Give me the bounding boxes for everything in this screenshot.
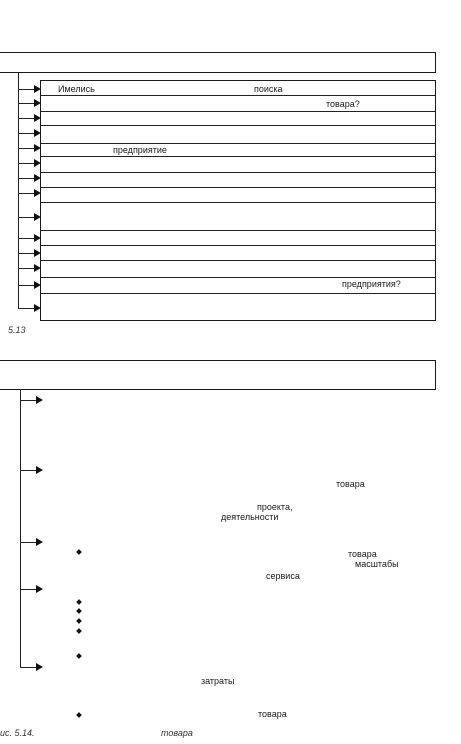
fig1-arrow-stub	[18, 148, 34, 149]
arrow-right-icon	[34, 213, 41, 221]
fig1-vertical-connector	[18, 73, 19, 309]
fig2-text: товара	[258, 709, 287, 719]
fig1-row-text: поиска	[254, 84, 283, 94]
fig2-text: масштабы	[355, 559, 399, 569]
arrow-right-icon	[34, 174, 41, 182]
fig2-caption-word: товара	[161, 728, 193, 738]
bullet-icon	[76, 549, 82, 555]
fig2-arrow-stub	[20, 542, 36, 543]
fig1-arrow-stub	[18, 238, 34, 239]
fig2-arrow-stub	[20, 589, 36, 590]
bullet-icon	[76, 653, 82, 659]
fig2-arrow-stub	[20, 470, 36, 471]
arrow-right-icon	[36, 396, 43, 404]
fig2-arrow-stub	[20, 667, 36, 668]
arrow-right-icon	[34, 129, 41, 137]
fig2-text: проекта,	[257, 502, 293, 512]
bullet-icon	[76, 608, 82, 614]
arrow-right-icon	[36, 538, 43, 546]
fig1-arrow-stub	[18, 89, 34, 90]
fig2-text: товара	[336, 479, 365, 489]
arrow-right-icon	[34, 85, 41, 93]
arrow-right-icon	[36, 466, 43, 474]
fig1-row-line	[41, 187, 435, 188]
fig1-arrow-stub	[18, 103, 34, 104]
arrow-right-icon	[34, 189, 41, 197]
fig1-row-line	[41, 95, 435, 96]
fig1-arrow-stub	[18, 253, 34, 254]
fig2-text: сервиса	[266, 571, 300, 581]
fig1-arrow-stub	[18, 285, 34, 286]
arrow-right-icon	[36, 585, 43, 593]
fig1-row-text: товара?	[326, 99, 360, 109]
fig2-arrow-stub	[20, 400, 36, 401]
fig1-row-text: Имелись	[58, 84, 95, 94]
fig1-arrow-stub	[18, 118, 34, 119]
fig2-text: товара	[348, 549, 377, 559]
fig1-row-line	[41, 156, 435, 157]
fig1-row-text: предприятие	[113, 145, 167, 155]
arrow-right-icon	[36, 663, 43, 671]
fig2-vertical-connector	[20, 390, 21, 667]
fig1-header-box	[0, 52, 436, 73]
fig1-arrow-stub	[18, 308, 34, 309]
arrow-right-icon	[34, 249, 41, 257]
fig1-row-line	[41, 293, 435, 294]
fig1-arrow-stub	[18, 193, 34, 194]
arrow-right-icon	[34, 159, 41, 167]
fig1-arrow-stub	[18, 178, 34, 179]
fig1-arrow-stub	[18, 163, 34, 164]
arrow-right-icon	[34, 144, 41, 152]
fig2-header-box	[0, 360, 436, 390]
fig1-arrow-stub	[18, 268, 34, 269]
fig1-row-line	[41, 111, 435, 112]
arrow-right-icon	[34, 114, 41, 122]
fig1-row-line	[41, 125, 435, 126]
fig1-row-text: предприятия?	[342, 279, 401, 289]
bullet-icon	[76, 628, 82, 634]
arrow-right-icon	[34, 234, 41, 242]
fig2-text: затраты	[201, 676, 235, 686]
bullet-icon	[76, 712, 82, 718]
fig1-row-line	[41, 202, 435, 203]
arrow-right-icon	[34, 264, 41, 272]
fig1-row-line	[41, 277, 435, 278]
arrow-right-icon	[34, 304, 41, 312]
fig1-row-line	[41, 143, 435, 144]
fig2-caption-number: ис. 5.14.	[0, 728, 35, 738]
fig1-row-line	[41, 245, 435, 246]
fig1-row-line	[41, 260, 435, 261]
arrow-right-icon	[34, 99, 41, 107]
fig1-arrow-stub	[18, 217, 34, 218]
fig1-arrow-stub	[18, 133, 34, 134]
arrow-right-icon	[34, 281, 41, 289]
fig1-caption: 5.13	[8, 325, 26, 335]
bullet-icon	[76, 599, 82, 605]
fig2-text: деятельности	[221, 512, 279, 522]
fig1-row-line	[41, 172, 435, 173]
bullet-icon	[76, 618, 82, 624]
fig1-row-line	[41, 230, 435, 231]
